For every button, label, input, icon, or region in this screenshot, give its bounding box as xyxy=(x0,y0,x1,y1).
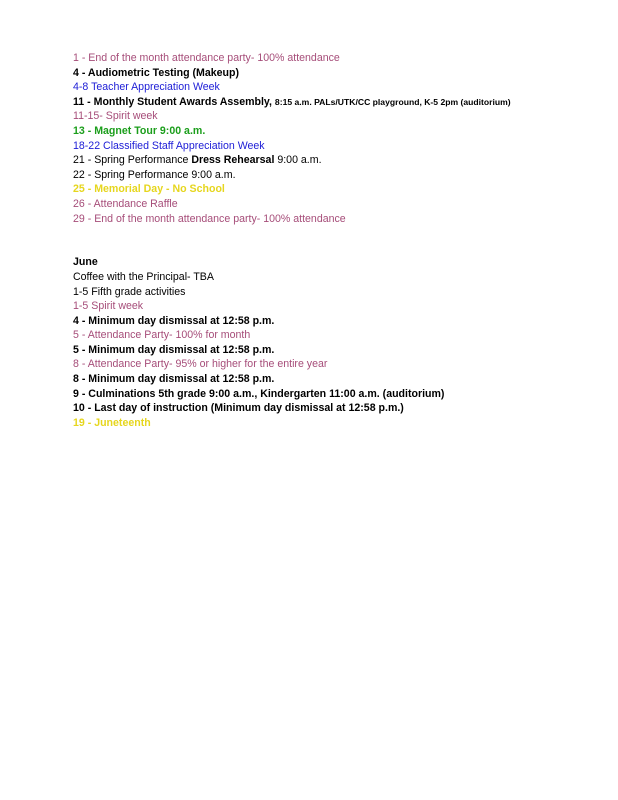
event-prefix: 21 - Spring Performance xyxy=(73,154,192,167)
event-line: 5 - Minimum day dismissal at 12:58 p.m. xyxy=(73,343,275,356)
section-spacer xyxy=(73,226,603,255)
calendar-document xyxy=(73,51,603,430)
event-line: 8 - Minimum day dismissal at 12:58 p.m. xyxy=(73,373,275,386)
event-line xyxy=(73,153,603,168)
event-line: 19 - Juneteenth xyxy=(73,416,151,429)
event-suffix: 9:00 a.m. xyxy=(274,154,322,167)
event-line: 11-15- Spirit week xyxy=(73,110,158,123)
event-line: 1-5 Spirit week xyxy=(73,300,144,313)
event-line: 4-8 Teacher Appreciation Week xyxy=(73,81,220,94)
event-line: 26 - Attendance Raffle xyxy=(73,197,178,210)
event-line: 8 - Attendance Party- 95% or higher for the entire year xyxy=(73,358,328,371)
event-line: Coffee with the Principal- TBA xyxy=(73,270,214,283)
event-line: 25 - Memorial Day - No School xyxy=(73,183,225,196)
event-emphasis: Dress Rehearsal xyxy=(191,154,275,167)
event-line: 13 - Magnet Tour 9:00 a.m. xyxy=(73,124,206,137)
event-line: 1 - End of the month attendance party- 100% attendance xyxy=(73,52,340,64)
event-line: 5 - Attendance Party- 100% for month xyxy=(73,329,251,342)
event-line: 9 - Culminations 5th grade 9:00 a.m., Kindergarten 11:00 a.m. (auditorium) xyxy=(73,387,445,400)
event-line: 22 - Spring Performance 9:00 a.m. xyxy=(73,168,236,181)
event-line xyxy=(73,95,603,110)
month-heading: June xyxy=(73,256,98,269)
event-line: 10 - Last day of instruction (Minimum day dismissal at 12:58 p.m.) xyxy=(73,402,404,415)
event-line: 18-22 Classified Staff Appreciation Week xyxy=(73,139,265,152)
event-line: 4 - Minimum day dismissal at 12:58 p.m. xyxy=(73,314,275,327)
event-line: 29 - End of the month attendance party- 100% attendance xyxy=(73,212,346,225)
event-line: 1-5 Fifth grade activities xyxy=(73,285,186,298)
event-title: 11 - Monthly Student Awards Assembly, xyxy=(73,95,275,108)
event-line: 4 - Audiometric Testing (Makeup) xyxy=(73,66,239,79)
event-details: 8:15 a.m. PALs/UTK/CC playground, K-5 2pm (auditorium) xyxy=(274,96,511,107)
